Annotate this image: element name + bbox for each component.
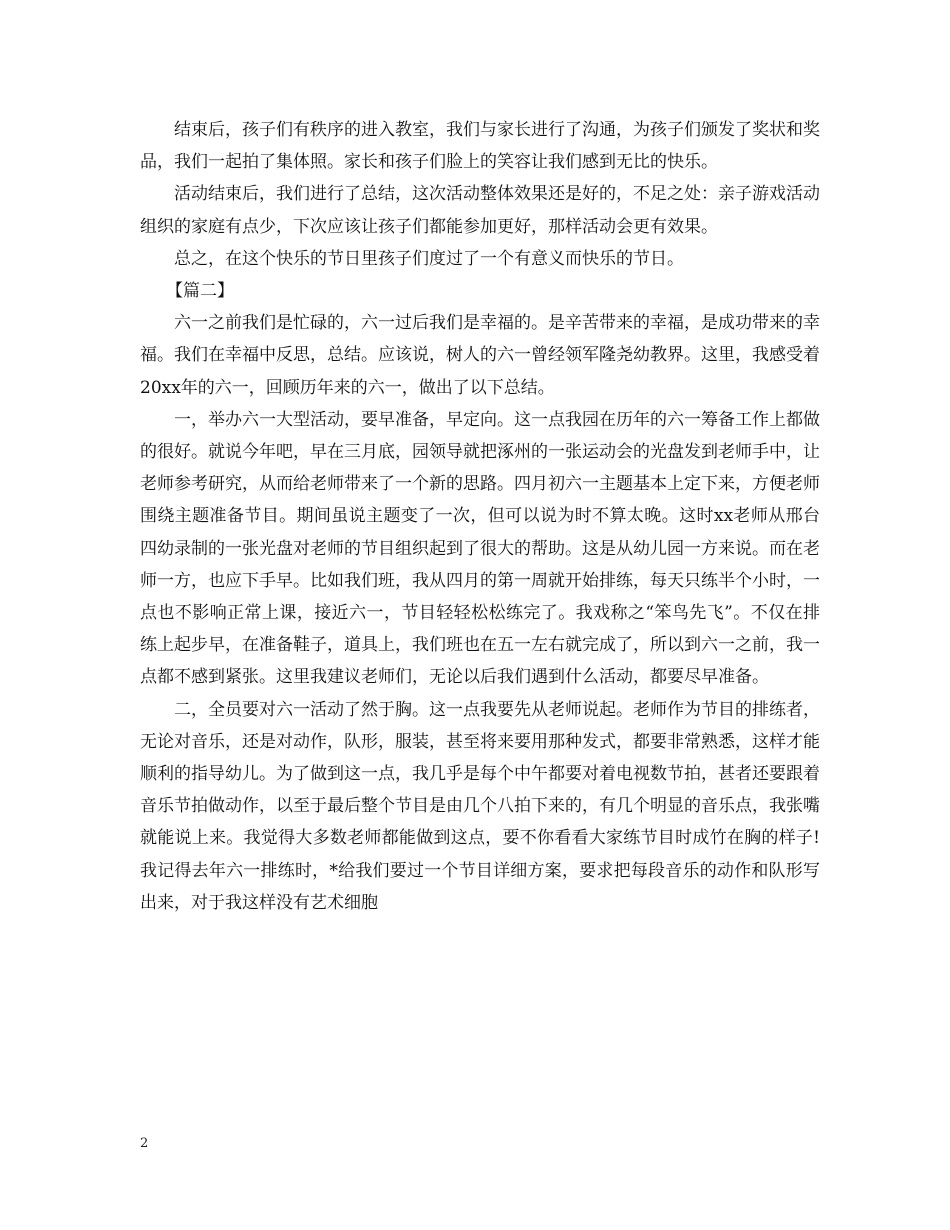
paragraph-intro: 六一之前我们是忙碌的，六一过后我们是幸福的。是辛苦带来的幸福，是成功带来的幸福。我们在幸福中反思，总结。应该说，树人的六一曾经领军隆尧幼教界。这里，我感受着20xx年的六一，回顾历年来的六一，做出了以下总结。 [140,313,820,398]
paragraph-point-two: 二，全员要对六一活动了然于胸。这一点我要先从老师说起。老师作为节目的排练者，无论对音乐，还是对动作，队形，服装，甚至将来要用那种发式，都要非常熟悉，这样才能顺利的指导幼儿。为了做到这一点，我几乎是每个中午都要对着电视数节拍，甚者还要跟着音乐节拍做动作，以至于最后整个节目是由几个八拍下来的，有几个明显的音乐点，我张嘴就能说上来。我觉得大多数老师都能做到这点，要不你看看大家练节目时成竹在胸的样子!我记得去年六一排练时，*给我们要过一个节目详细方案，要求把每段音乐的动作和队形写出来，对于我这样没有艺术细胞 [140,699,820,913]
paragraph-point-one: 一，举办六一大型活动，要早准备，早定向。这一点我园在历年的六一筹备工作上都做的很好。就说今年吧，早在三月底，园领导就把涿州的一张运动会的光盘发到老师手中，让老师参考研究，从而给老师带来了一个新的思路。四月初六一主题基本上定下来，方便老师围绕主题准备节目。期间虽说主题变了一次，但可以说为时不算太晚。这时xx老师从邢台四幼录制的一张光盘对老师的节目组织起到了很大的帮助。这是从幼儿园一方来说。而在老师一方，也应下手早。比如我们班，我从四月的第一周就开始排练，每天只练半个小时，一点也不影响正常上课，接近六一，节目轻轻松松练完了。我戏称之“笨鸟先飞”。不仅在排练上起步早，在准备鞋子，道具上，我们班也在五一左右就完成了，所以到六一之前，我一点都不感到紧张。这里我建议老师们，无论以后我们遇到什么活动，都要尽早准备。 [140,409,820,688]
page-number: 2 [140,1136,149,1151]
paragraph-summary: 活动结束后，我们进行了总结，这次活动整体效果还是好的，不足之处：亲子游戏活动组织的家庭有点少，下次应该让孩子们都能参加更好，那样活动会更有效果。 [140,184,820,237]
paragraph-conclusion: 总之，在这个快乐的节日里孩子们度过了一个有意义而快乐的节日。 [174,248,684,269]
section-heading: 【篇二】 [166,281,234,302]
document-body [140,114,820,919]
paragraph-ceremony: 结束后，孩子们有秩序的进入教室，我们与家长进行了沟通，为孩子们颁发了奖状和奖品，我们一起拍了集体照。家长和孩子们脸上的笑容让我们感到无比的快乐。 [140,120,820,173]
